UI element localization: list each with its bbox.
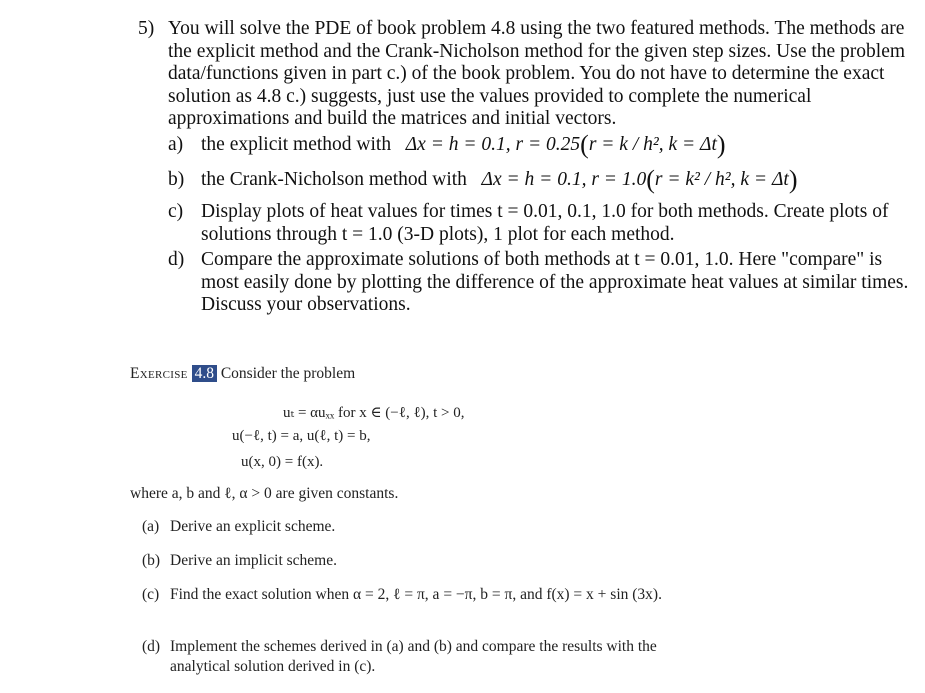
equation-initial: u(x, 0) = f(x). (241, 454, 324, 470)
part-b: b) the Crank-Nicholson method with Δx = h = 0.1, r = 1.0(r = k² / h², k = Δt) (168, 164, 798, 194)
exercise-part-d (142, 637, 697, 677)
problem-number: 5) (138, 18, 155, 39)
exercise-part-b-label: (b) (142, 552, 161, 569)
exercise-part-b-text: Derive an implicit scheme. (170, 552, 337, 569)
part-a-math: Δx = h = 0.1, r = 0.25 (405, 133, 581, 155)
part-a: a) the explicit method with Δx = h = 0.1, r = 0.25(r = k / h², k = Δt) (168, 129, 726, 159)
exercise-where: where a, b and ℓ, α > 0 are given constants. (130, 485, 399, 502)
part-a-label: a) (168, 133, 184, 155)
equation-pde: uₜ = αuₓₓ for x ∈ (−ℓ, ℓ), t > 0, (283, 405, 465, 421)
exercise-heading (130, 365, 355, 383)
part-c (168, 201, 918, 246)
part-d-text: Compare the approximate solutions of both methods at t = 0.01, 1.0. Here "compare" is most easily done by plotting the difference of the approximate heat values at similar times. Discuss your observations. (201, 249, 909, 316)
part-b-text: the Crank-Nicholson method with (201, 168, 467, 190)
part-d-label: d) (168, 249, 185, 271)
part-a-paren: r = k / h², k = Δt (588, 133, 717, 155)
part-d (168, 249, 918, 317)
exercise-part-a-text: Derive an explicit scheme. (170, 518, 336, 535)
exercise-part-c (142, 585, 687, 605)
exercise-part-a (142, 517, 702, 537)
equation-boundary: u(−ℓ, t) = a, u(ℓ, t) = b, (232, 428, 371, 444)
problem-intro: You will solve the PDE of book problem 4.8 using the two featured methods. The methods are the explicit method and the Crank-Nicholson method for the given step sizes. Use the problem data/functions given in part c.) of the book problem. You do not have to determine the exact solution as 4.8 c.) suggests, just use the values provided to complete the numerical approximations and build the matrices and initial vectors. (168, 18, 906, 130)
exercise-part-d-label: (d) (142, 638, 161, 655)
exercise-label: Exercise (130, 365, 188, 382)
exercise-part-c-label: (c) (142, 586, 160, 603)
exercise-part-c-text: Find the exact solution when α = 2, ℓ = π, a = −π, b = π, and f(x) = x + sin (3x). (170, 586, 662, 603)
part-b-label: b) (168, 168, 185, 190)
part-b-paren: r = k² / h², k = Δt (654, 168, 789, 190)
exercise-part-d-text: Implement the schemes derived in (a) and (b) and compare the results with the analytical solution derived in (c). (170, 638, 657, 675)
exercise-part-a-label: (a) (142, 518, 160, 535)
part-c-label: c) (168, 200, 184, 222)
part-a-text: the explicit method with (201, 133, 392, 155)
exercise-intro: Consider the problem (220, 365, 356, 382)
part-c-text: Display plots of heat values for times t = 0.01, 0.1, 1.0 for both methods. Create plots of solutions through t = 1.0 (3-D plots), 1 plot for each method. (201, 200, 889, 245)
problem-5 (138, 18, 918, 317)
part-b-math: Δx = h = 0.1, r = 1.0 (481, 168, 647, 190)
exercise-number: 4.8 (192, 365, 217, 382)
exercise-part-b (142, 551, 702, 571)
